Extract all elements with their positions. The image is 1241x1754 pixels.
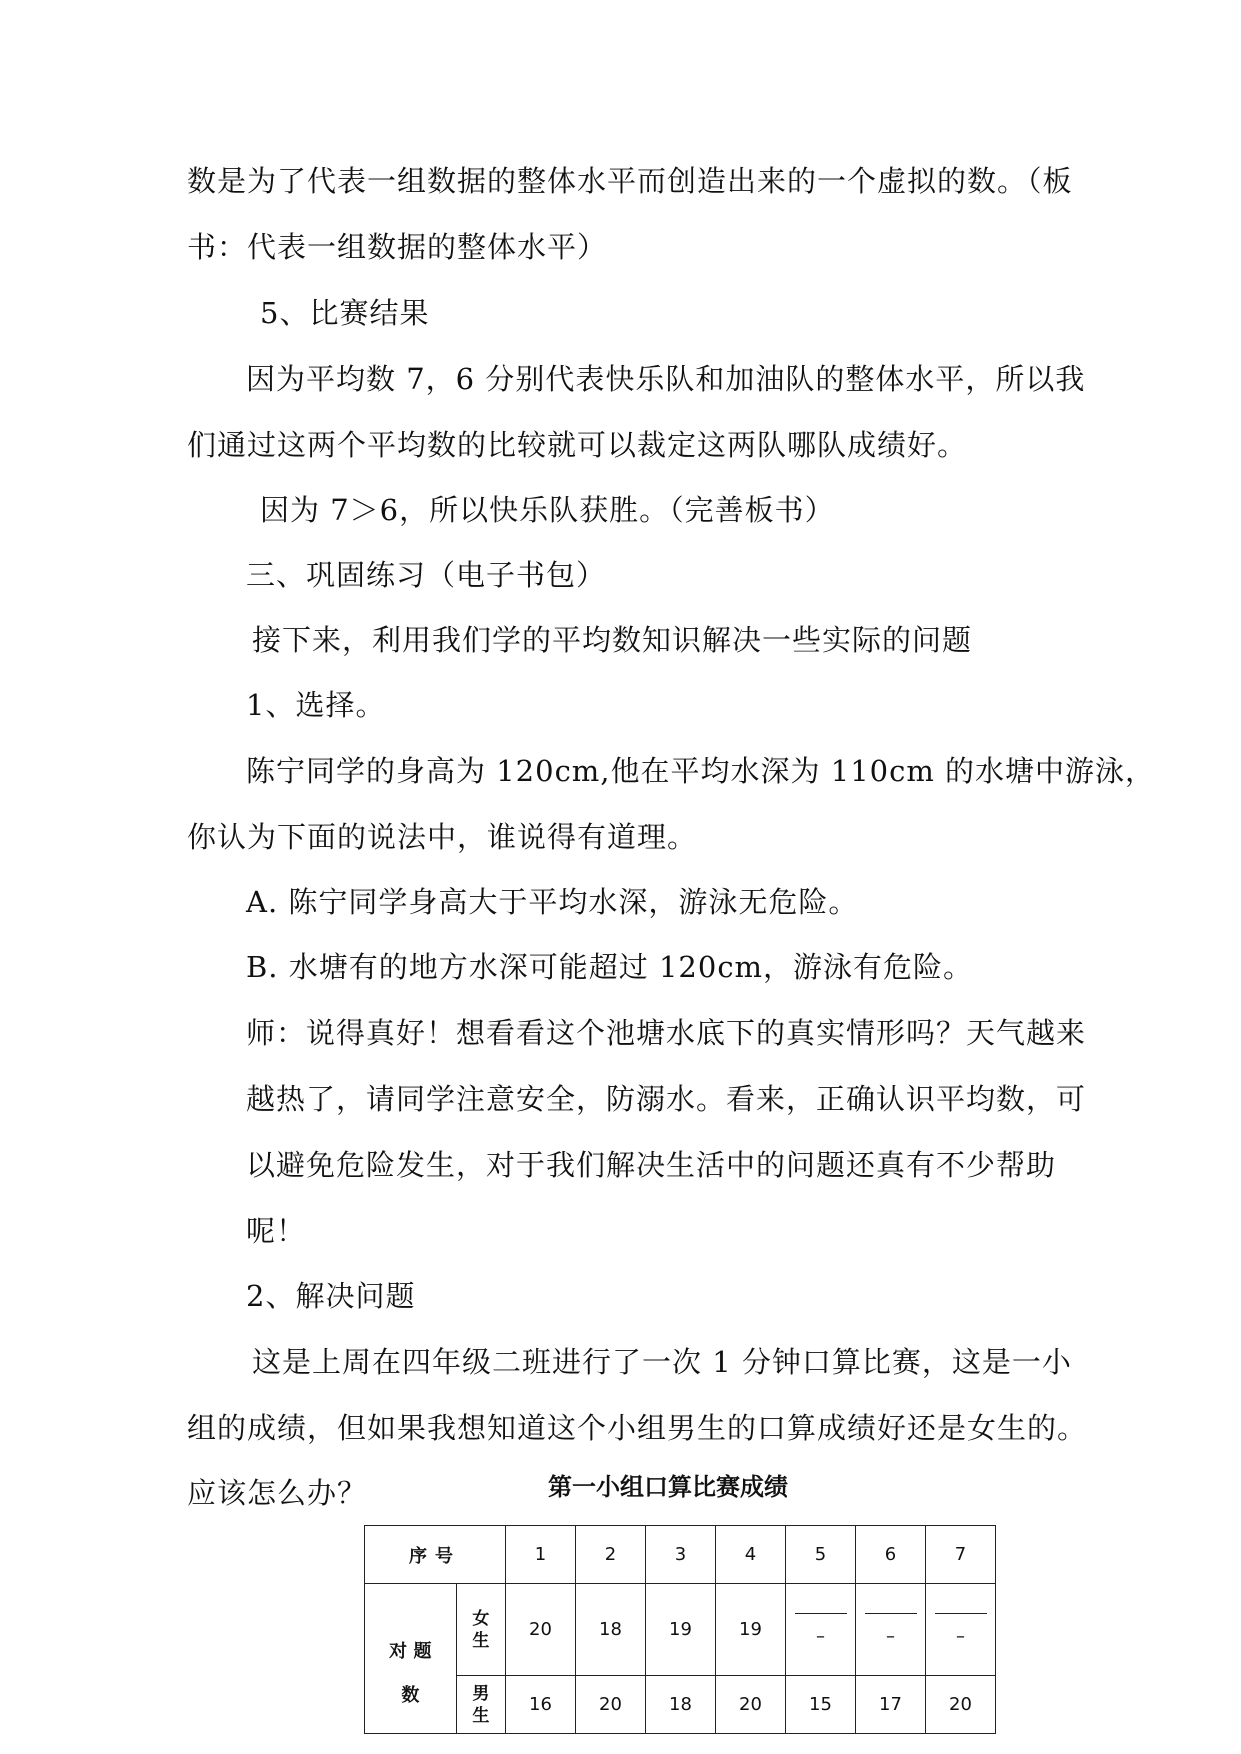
- paragraph-line: 组的成绩，但如果我想知道这个小组男生的口算成绩好还是女生的。: [187, 1411, 1088, 1445]
- row-label-boys: 男生: [472, 1683, 490, 1726]
- column-header: 3: [646, 1526, 716, 1584]
- table-row-girls: [365, 1584, 996, 1676]
- blank-mark: –: [886, 1625, 895, 1647]
- table-cell: 15: [786, 1676, 856, 1734]
- paragraph-line: 师：说得真好！想看看这个池塘水底下的真实情形吗？天气越来: [246, 1016, 1087, 1050]
- blank-mark: –: [816, 1625, 825, 1647]
- table-cell: 18: [646, 1676, 716, 1734]
- paragraph-line: 呢！: [246, 1214, 307, 1248]
- table-cell: 20: [506, 1584, 576, 1676]
- paragraph-line: 数是为了代表一组数据的整体水平而创造出来的一个虚拟的数。（板: [187, 164, 1073, 198]
- blank-cell: [856, 1584, 926, 1676]
- row-group-label: 对 题 数: [365, 1584, 457, 1734]
- section-heading: 2、解决问题: [246, 1279, 416, 1313]
- column-header: 7: [926, 1526, 996, 1584]
- score-table: [364, 1525, 996, 1734]
- table-cell: 18: [576, 1584, 646, 1676]
- paragraph-line: 这是上周在四年级二班进行了一次 1 分钟口算比赛，这是一小: [252, 1345, 1072, 1379]
- table-cell: 17: [856, 1676, 926, 1734]
- column-header: 2: [576, 1526, 646, 1584]
- paragraph-line: 接下来，利用我们学的平均数知识解决一些实际的问题: [252, 623, 973, 657]
- option-a: A. 陈宁同学身高大于平均水深，游泳无危险。: [246, 885, 859, 919]
- paragraph-line: 们通过这两个平均数的比较就可以裁定这两队哪队成绩好。: [187, 428, 968, 462]
- paragraph-line: 越热了，请同学注意安全，防溺水。看来，正确认识平均数，可: [246, 1082, 1087, 1116]
- table-cell: 20: [716, 1676, 786, 1734]
- table-cell: 20: [576, 1676, 646, 1734]
- section-heading: 1、选择。: [246, 688, 386, 722]
- paragraph-line: 应该怎么办？: [187, 1476, 368, 1510]
- blank-cell: [926, 1584, 996, 1676]
- section-heading: 三、巩固练习（电子书包）: [246, 558, 607, 592]
- paragraph-line: 你认为下面的说法中，谁说得有道理。: [187, 820, 698, 854]
- section-heading: 5、比赛结果: [260, 296, 430, 330]
- paragraph-line: 因为平均数 7，6 分别代表快乐队和加油队的整体水平，所以我: [246, 362, 1086, 396]
- table-cell: 16: [506, 1676, 576, 1734]
- blank-mark: –: [956, 1625, 965, 1647]
- paragraph-line: 因为 7＞6，所以快乐队获胜。（完善板书）: [260, 493, 835, 527]
- table-cell: 19: [716, 1584, 786, 1676]
- column-header: 4: [716, 1526, 786, 1584]
- column-header: 1: [506, 1526, 576, 1584]
- paragraph-line: 陈宁同学的身高为 120cm,他在平均水深为 110cm 的水塘中游泳，: [246, 754, 1156, 788]
- column-header: 6: [856, 1526, 926, 1584]
- paragraph-line: 书：代表一组数据的整体水平）: [187, 230, 608, 264]
- table-row-boys: [365, 1676, 996, 1734]
- column-header: 5: [786, 1526, 856, 1584]
- header-label: 序号: [365, 1526, 506, 1584]
- table-header-row: [365, 1526, 996, 1584]
- table-caption: 第一小组口算比赛成绩: [548, 1473, 788, 1501]
- table-cell: 19: [646, 1584, 716, 1676]
- option-b: B. 水塘有的地方水深可能超过 120cm，游泳有危险。: [246, 950, 974, 984]
- table-cell: 20: [926, 1676, 996, 1734]
- row-label-girls: 女生: [472, 1608, 490, 1651]
- paragraph-line: 以避免危险发生，对于我们解决生活中的问题还真有不少帮助: [246, 1148, 1057, 1182]
- blank-cell: [786, 1584, 856, 1676]
